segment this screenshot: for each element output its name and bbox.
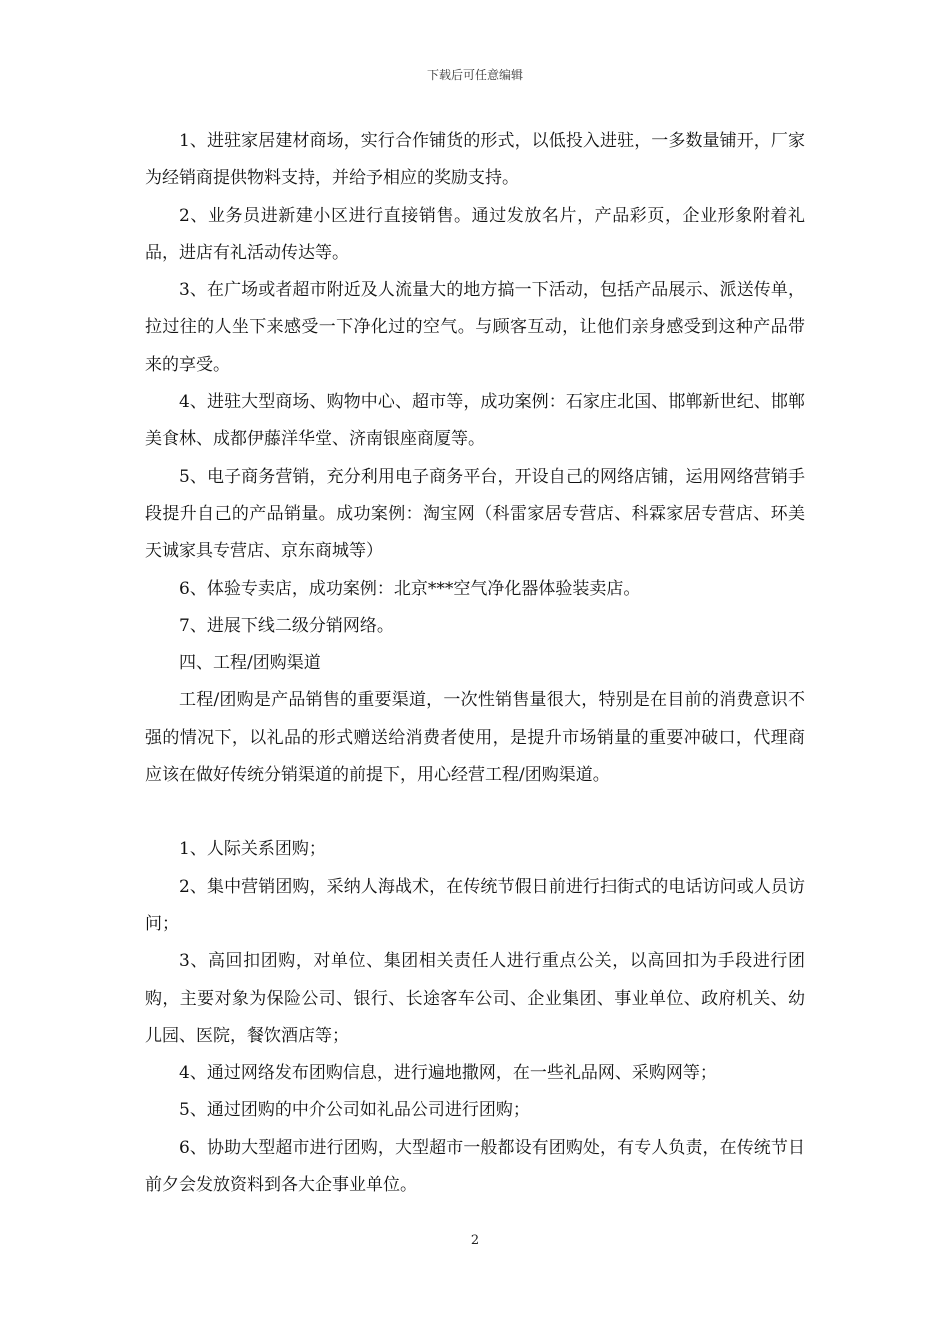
document-body: [145, 123, 805, 1204]
paragraph: 4、进驻大型商场、购物中心、超市等，成功案例：石家庄北国、邯郸新世纪、邯郸美食林、成都伊藤洋华堂、济南银座商厦等。: [145, 392, 805, 450]
paragraph: 2、业务员进新建小区进行直接销售。通过发放名片，产品彩页，企业形象附着礼品，进店有礼活动传达等。: [145, 205, 805, 263]
list-item: 1、人际关系团购；: [179, 839, 326, 860]
paragraph: 工程/团购是产品销售的重要渠道，一次性销售量很大，特别是在目前的消费意识不强的情况下，以礼品的形式赠送给消费者使用，是提升市场销量的重要冲破口，代理商应该在做好传统分销渠道的前提下，用心经营工程/团购渠道。: [145, 690, 805, 786]
list-item: 2、集中营销团购，采纳人海战术，在传统节假日前进行扫街式的电话访问或人员访问；: [145, 876, 805, 934]
paragraph: 5、电子商务营销，充分利用电子商务平台，开设自己的网络店铺，运用网络营销手段提升自己的产品销量。成功案例：淘宝网（科雷家居专营店、科霖家居专营店、环美天诚家具专营店、京东商城等）: [145, 466, 805, 562]
paragraph: 1、进驻家居建材商场，实行合作铺货的形式，以低投入进驻，一多数量铺开，厂家为经销商提供物料支持，并给予相应的奖励支持。: [145, 131, 805, 189]
section-heading: 四、工程/团购渠道: [179, 653, 321, 674]
list-item: 6、协助大型超市进行团购，大型超市一般都设有团购处，有专人负责，在传统节日前夕会发放资料到各大企事业单位。: [145, 1137, 805, 1196]
page-number: 2: [470, 1233, 480, 1248]
paragraph: 3、在广场或者超市附近及人流量大的地方搞一下活动，包括产品展示、派送传单，拉过往的人坐下来感受一下净化过的空气。与顾客互动，让他们亲身感受到这种产品带来的享受。: [145, 280, 805, 375]
list-item: 4、通过网络发布团购信息，进行遍地撒网，在一些礼品网、采购网等；: [179, 1063, 717, 1084]
paragraph: 6、体验专卖店，成功案例：北京***空气净化器体验装卖店。: [179, 578, 641, 599]
page-header: 下载后可任意编辑: [426, 68, 523, 82]
paragraph: 7、进展下线二级分销网络。: [179, 615, 394, 636]
list-item: 5、通过团购的中介公司如礼品公司进行团购；: [179, 1100, 530, 1121]
blank-line: [145, 794, 805, 831]
list-item: 3、高回扣团购，对单位、集团相关责任人进行重点公关，以高回扣为手段进行团购，主要对象为保险公司、银行、长途客车公司、企业集团、事业单位、政府机关、幼儿园、医院，餐饮酒店等；: [145, 951, 805, 1046]
